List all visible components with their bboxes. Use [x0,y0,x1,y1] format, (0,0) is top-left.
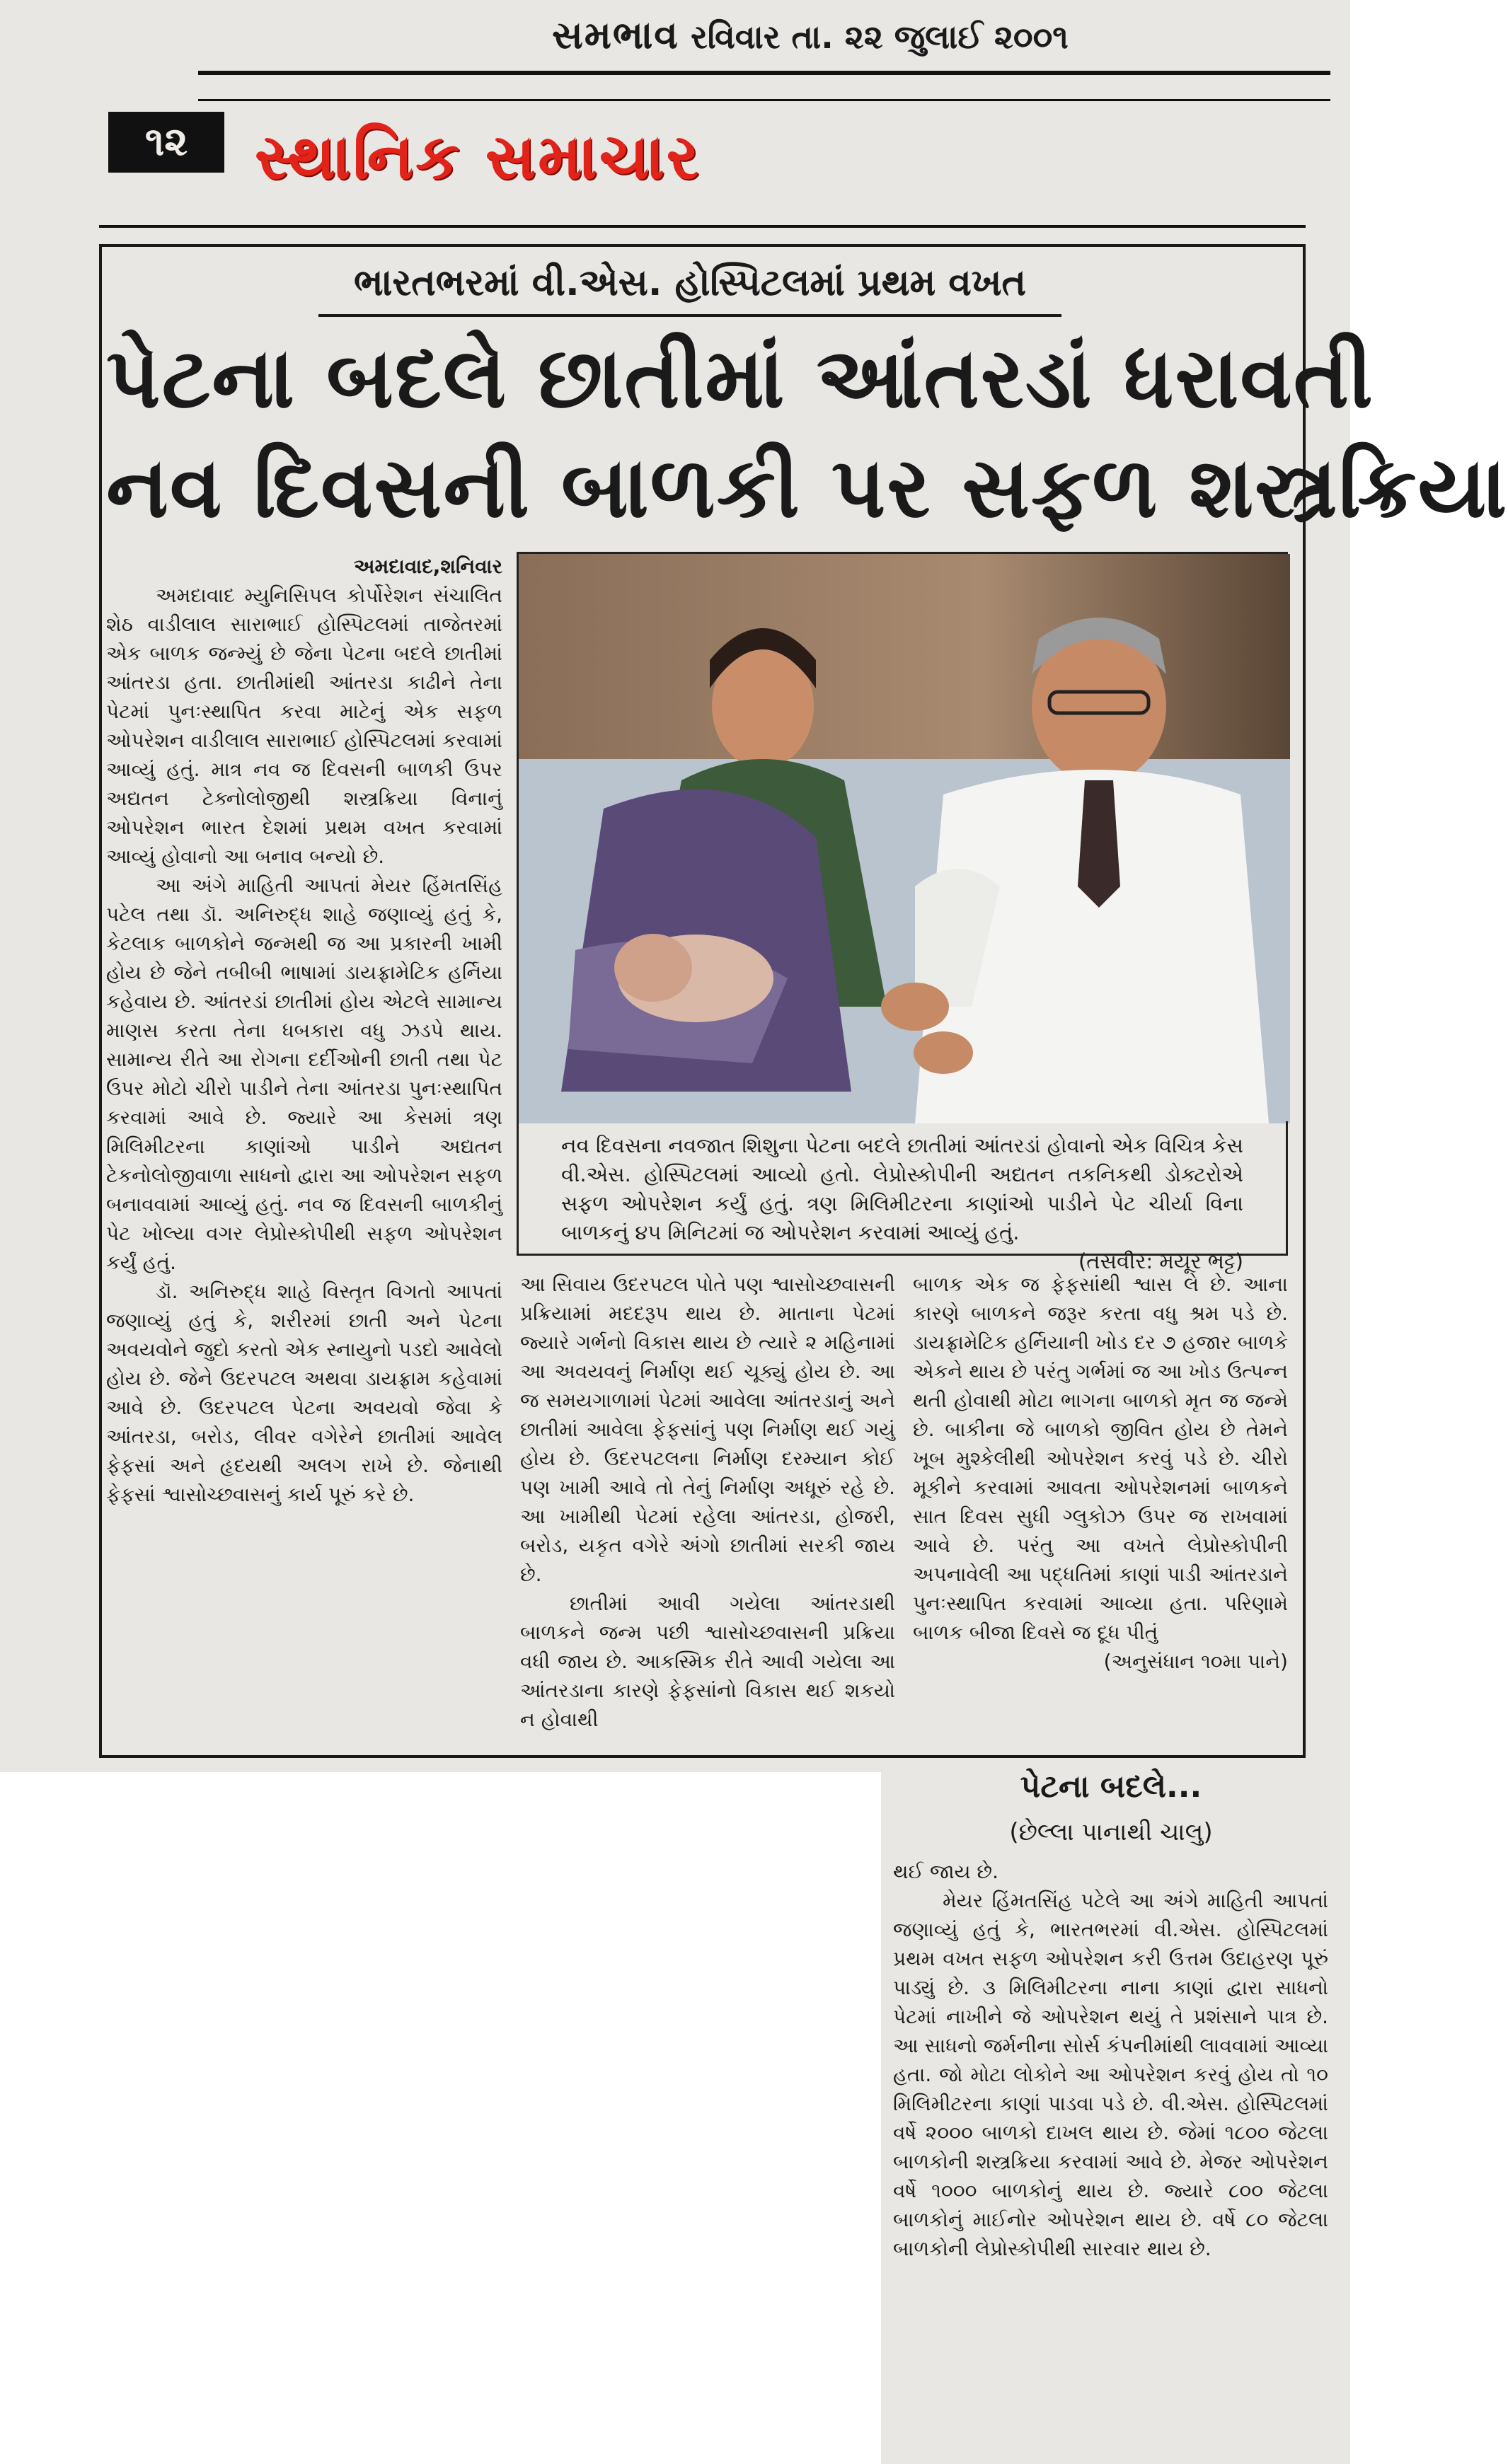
page-number: ૧૨ [108,112,224,173]
masthead-rule-top [198,71,1330,75]
dateline: અમદાવાદ,શનિવાર [354,555,502,578]
caption-text: નવ દિવસના નવજાત શિશુના પેટના બદલે છાતીમાં આંતરડાં હોવાનો એક વિચિત્ર કેસ વી.એસ. હોસ્પિટલમાં આવ્યો હતો. લેપ્રોસ્કોપીની અદ્યતન તકનિકથી ડોક્ટરોએ સફળ ઓપરેશન કર્યું હતું. ત્રણ મિલિમીટરના કાણાંઓ પાડીને પેટ ચીર્યા વિના બાળકનું ૪૫ મિનિટમાં જ ઓપરેશન કરવામાં આવ્યું હતું. [561,1133,1243,1244]
paragraph: મેયર હિંમતસિંહ પટેલે આ અંગે માહિતી આપતાં જણાવ્યું હતું કે, ભારતભરમાં વી.એસ. હોસ્પિટલમાં પ્રથમ વખત સફળ ઓપરેશન કરી ઉત્તમ ઉદાહરણ પૂરું પાડ્યું છે. ૩ મિલિમીટરના નાના કાણાં દ્વારા સાધનો પેટમાં નાખીને જે ઓપરેશન થયું તે પ્રશંસાને પાત્ર છે. આ સાધનો જર્મનીના સોર્સ કંપનીમાંથી લાવવામાં આવ્યા હતા. જો મોટા લોકોને આ ઓપરેશન કરવું હોય તો ૧૦ મિલિમીટરના કાણાં પાડવા પડે છે. વી.એસ. હોસ્પિટલમાં વર્ષે ૨૦૦૦ બાળકો દાખલ થાય છે. જેમાં ૧૮૦૦ જેટલા બાળકોની શસ્ત્રક્રિયા કરવામાં આવે છે. મેજર ઓપરેશન વર્ષે ૧૦૦૦ બાળકોનું થાય છે. જ્યારે ૮૦૦ જેટલા બાળકોનું માઈનોર ઓપરેશન થાય છે. વર્ષે ૮૦ જેટલા બાળકોની લેપ્રોસ્કોપીથી સારવાર થાય છે. [893,1889,1328,2260]
newspaper-name: સમભાવ [552,13,679,57]
paragraph: થઈ જાય છે. [893,1860,998,1883]
photo-illustration [519,554,1290,1123]
article-photo [517,552,1288,1121]
headline-line-1: પેટના બદલે છાતીમાં આંતરડાં ધરાવતી [106,329,1374,427]
continued-note: (અનુસંધાન ૧૦મા પાને) [1103,1650,1288,1673]
continuation-column [893,1857,1328,2451]
section-rule [99,225,1306,228]
continuation-subtitle: (છેલ્લા પાનાથી ચાલુ) [1009,1818,1213,1846]
photo-caption [517,1121,1288,1273]
masthead-rule-bottom [198,99,1330,101]
continuation-title: પેટના બદલે... [1020,1769,1202,1805]
paragraph: બાળક એક જ ફેફસાંથી શ્વાસ લે છે. આના કારણે બાળકને જરૂર કરતા વધુ શ્રમ પડે છે. ડાયફ્રામેટિક હર્નિયાની ખોડ દર ૭ હજાર બાળકે એકને થાય છે પરંતુ ગર્ભમાં જ આ ખોડ ઉત્પન્ન થતી હોવાથી મોટા ભાગના બાળકો મૃત જ જન્મે છે. બાકીના જે બાળકો જીવિત હોય છે તેમને ખૂબ મુશ્કેલીથી ઓપરેશન કરવું પડે છે. ચીરો મૂકીને કરવામાં આવતા ઓપરેશનમાં બાળકને સાત દિવસ સુધી ગ્લુકોઝ ઉપર જ રાખવામાં આવે છે. પરંતુ આ વખતે લેપ્રોસ્કોપીની અપનાવેલી આ પદ્ધતિમાં કાણાં પાડી આંતરડાને પુનઃસ્થાપિત કરવામાં આવ્યા હતા. પરિણામે બાળક બીજા દિવસે જ દૂધ પીતું [913,1273,1288,1644]
article-column-3 [913,1270,1288,1751]
masthead [552,13,1330,62]
photo-credit: (તસવીર: મયૂર ભટ્ટ) [1078,1249,1243,1273]
article-kicker: ભારતભરમાં વી.એસ. હોસ્પિટલમાં પ્રથમ વખત [318,262,1061,317]
headline-line-2: નવ દિવસની બાળકી પર સફળ શસ્ત્રક્રિયા [106,439,1508,536]
paragraph: અમદાવાદ મ્યુનિસિપલ કોર્પોરેશન સંચાલિત શેઠ વાડીલાલ સારાભાઈ હોસ્પિટલમાં તાજેતરમાં એક બાળક જન્મ્યું છે જેના પેટના બદલે છાતીમાં આંતરડા હતા. છાતીમાંથી આંતરડા કાઢીને તેના પેટમાં પુનઃસ્થાપિત કરવા માટેનું એક સફળ ઓપરેશન વાડીલાલ સારાભાઈ હોસ્પિટલમાં કરવામાં આવ્યું હતું. માત્ર નવ જ દિવસની બાળકી ઉપર અદ્યતન ટેક્નોલોજીથી શસ્ત્રક્રિયા વિનાનું ઓપરેશન ભારત દેશમાં પ્રથમ વખત કરવામાં આવ્યું હોવાનો આ બનાવ બન્યો છે. [106,584,502,868]
article-column-2 [520,1270,895,1751]
paragraph: ડૉ. અનિરુદ્ધ શાહે વિસ્તૃત વિગતો આપતાં જણાવ્યું હતું કે, શરીરમાં છાતી અને પેટના અવયવોને જુદો કરતો એક સ્નાયુનો પડદો આવેલો હોય છે. જેને ઉદરપટલ અથવા ડાયફ્રામ કહેવામાં આવે છે. ઉદરપટલ પેટના અવયવો જેવા કે આંતરડા, બરોડ, લીવર વગેરેને છાતીમાં આવેલ ફેફસાં અને હૃદયથી અલગ રાખે છે. જેનાથી ફેફસાં શ્વાસોચ્છવાસનું કાર્ય પૂરું કરે છે. [106,1280,502,1506]
paragraph: છાતીમાં આવી ગયેલા આંતરડાથી બાળકને જન્મ પછી શ્વાસોચ્છવાસની પ્રક્રિયા વધી જાય છે. આકસ્મિક રીતે આવી ગયેલા આ આંતરડાના કારણે ફેફસાંનો વિકાસ થઈ શકયો ન હોવાથી [520,1592,895,1731]
section-title: સ્થાનિક સમાચાર [255,120,701,193]
paragraph: આ સિવાય ઉદરપટલ પોતે પણ શ્વાસોચ્છવાસની પ્રક્રિયામાં મદદરૂપ થાય છે. માતાના પેટમાં જ્યારે ગર્ભનો વિકાસ થાય છે ત્યારે ૨ મહિનામાં આ અવયવનું નિર્માણ થઈ ચૂક્યું હોય છે. આ જ સમયગાળામાં પેટમાં આવેલા આંતરડાનું અને છાતીમાં આવેલા ફેફસાંનું પણ નિર્માણ થઈ ગયું હોય છે. ઉદરપટલના નિર્માણ દરમ્યાન કોઈ પણ ખામી આવે તો તેનું નિર્માણ અધૂરું રહે છે. આ ખામીથી પેટમાં રહેલા આંતરડા, હોજરી, બરોડ, યકૃત વગેરે અંગો છાતીમાં સરકી જાય છે. [520,1273,895,1586]
issue-date: રવિવાર તા. ૨૨ જુલાઈ ૨૦૦૧ [690,18,1069,56]
article-column-1 [106,552,502,1754]
paragraph: આ અંગે માહિતી આપતાં મેયર હિંમતસિંહ પટેલ તથા ડૉ. અનિરુદ્ધ શાહે જણાવ્યું હતું કે, કેટલાક બાળકોને જન્મથી જ આ પ્રકારની ખામી હોય છે જેને તબીબી ભાષામાં ડાયફ્રામેટિક હર્નિયા કહેવાય છે. આંતરડાં છાતીમાં હોય એટલે સામાન્ય માણસ કરતા તેના ધબકારા વધુ ઝડપે થાય. સામાન્ય રીતે આ રોગના દર્દીઓની છાતી તથા પેટ ઉપર મોટો ચીરો પાડીને તેના આંતરડા પુનઃસ્થાપિત કરવામાં આવે છે. જ્યારે આ કેસમાં ત્રણ મિલિમીટરના કાણાંઓ પાડીને અદ્યતન ટેકનોલોજીવાળા સાધનો દ્વારા આ ઓપરેશન સફળ બનાવવામાં આવ્યું હતું. નવ જ દિવસની બાળકીનું પેટ ખોલ્યા વગર લેપ્રોસ્કોપીથી સફળ ઓપરેશન કર્યું હતું. [106,874,502,1274]
